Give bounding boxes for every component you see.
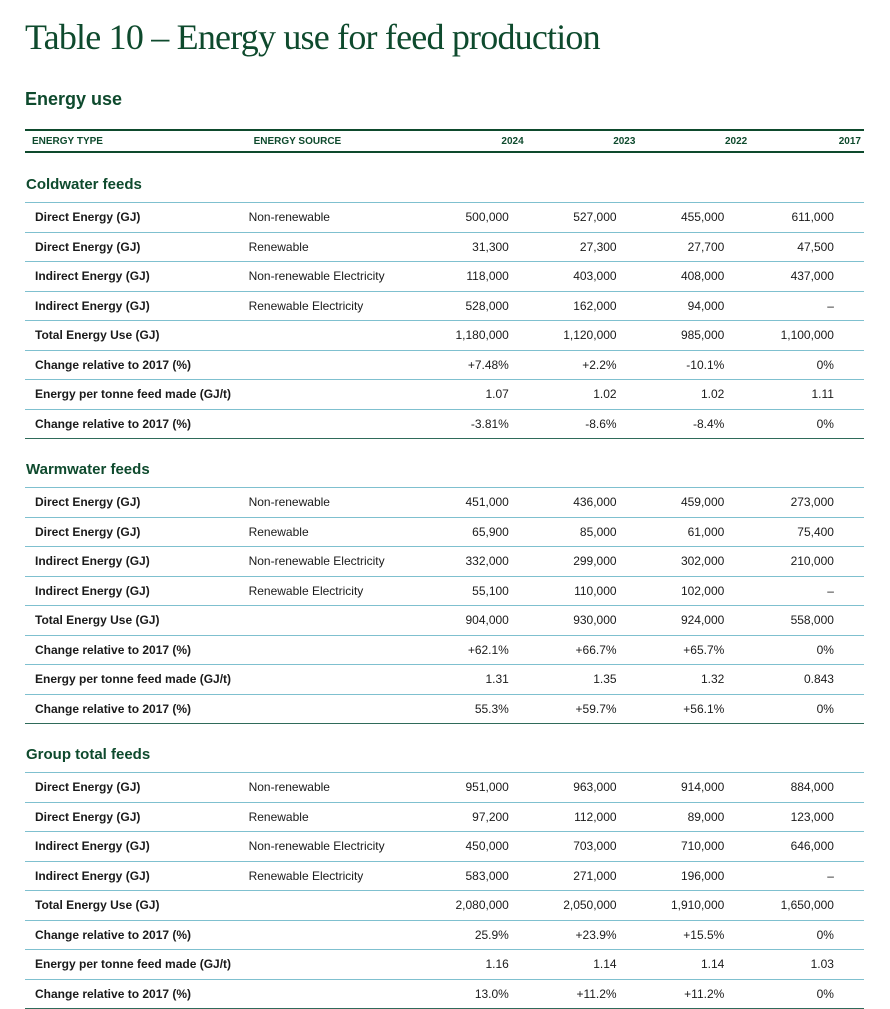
- table-row: [25, 636, 864, 666]
- cell-energy-source: Non-renewable Electricity: [249, 269, 402, 283]
- cell-2024: 65,900: [401, 525, 509, 539]
- cell-energy-type: Change relative to 2017 (%): [25, 987, 249, 1001]
- cell-2023: 271,000: [509, 869, 617, 883]
- header-2022: 2022: [635, 136, 747, 147]
- cell-2023: 436,000: [509, 495, 617, 509]
- cell-energy-source: Non-renewable: [249, 780, 402, 794]
- cell-2017: 1.11: [724, 387, 864, 401]
- cell-2017: 884,000: [724, 780, 864, 794]
- cell-2017: 1,650,000: [724, 898, 864, 912]
- table-row: [25, 577, 864, 607]
- section-title: Warmwater feeds: [25, 461, 864, 488]
- table-section: [25, 176, 864, 439]
- cell-2022: 985,000: [617, 328, 725, 342]
- cell-energy-type: Direct Energy (GJ): [25, 240, 249, 254]
- table-row: [25, 832, 864, 862]
- section-title: Group total feeds: [25, 746, 864, 773]
- cell-2022: 459,000: [617, 495, 725, 509]
- cell-2023: 403,000: [509, 269, 617, 283]
- cell-2024: 1.16: [401, 957, 509, 971]
- cell-2017: 47,500: [724, 240, 864, 254]
- cell-2017: –: [724, 869, 864, 883]
- cell-2022: 455,000: [617, 210, 725, 224]
- cell-2017: 646,000: [724, 839, 864, 853]
- cell-2023: +2.2%: [509, 358, 617, 372]
- cell-2024: 528,000: [401, 299, 509, 313]
- table-row: [25, 233, 864, 263]
- cell-energy-type: Indirect Energy (GJ): [25, 299, 249, 313]
- cell-2024: 1.07: [401, 387, 509, 401]
- table-row: [25, 695, 864, 725]
- cell-energy-type: Direct Energy (GJ): [25, 810, 249, 824]
- cell-2024: -3.81%: [401, 417, 509, 431]
- table-row: [25, 488, 864, 518]
- cell-2022: 302,000: [617, 554, 725, 568]
- cell-2022: -8.4%: [617, 417, 725, 431]
- cell-2022: 1.14: [617, 957, 725, 971]
- cell-2022: 196,000: [617, 869, 725, 883]
- table-subtitle: Energy use: [25, 89, 122, 110]
- cell-energy-type: Indirect Energy (GJ): [25, 869, 249, 883]
- cell-2017: 0.843: [724, 672, 864, 686]
- cell-energy-type: Energy per tonne feed made (GJ/t): [25, 957, 249, 971]
- cell-2017: 0%: [724, 358, 864, 372]
- cell-2023: +23.9%: [509, 928, 617, 942]
- cell-2023: 299,000: [509, 554, 617, 568]
- table-row: [25, 518, 864, 548]
- cell-2023: -8.6%: [509, 417, 617, 431]
- section-title: Coldwater feeds: [25, 176, 864, 203]
- cell-2024: 451,000: [401, 495, 509, 509]
- cell-2022: 89,000: [617, 810, 725, 824]
- table-row: [25, 262, 864, 292]
- header-2017: 2017: [747, 136, 864, 147]
- cell-2017: 0%: [724, 987, 864, 1001]
- cell-2022: 61,000: [617, 525, 725, 539]
- cell-energy-source: Renewable: [249, 240, 402, 254]
- cell-energy-type: Change relative to 2017 (%): [25, 702, 249, 716]
- cell-2024: 55,100: [401, 584, 509, 598]
- cell-2024: 332,000: [401, 554, 509, 568]
- cell-energy-source: Renewable: [249, 525, 402, 539]
- table-row: [25, 950, 864, 980]
- cell-2023: 2,050,000: [509, 898, 617, 912]
- cell-2017: 123,000: [724, 810, 864, 824]
- cell-energy-type: Direct Energy (GJ): [25, 210, 249, 224]
- table-row: [25, 203, 864, 233]
- cell-2022: -10.1%: [617, 358, 725, 372]
- cell-energy-type: Change relative to 2017 (%): [25, 643, 249, 657]
- table-header: [25, 129, 864, 153]
- cell-2017: 75,400: [724, 525, 864, 539]
- table-sections: [25, 176, 864, 1009]
- cell-2022: 94,000: [617, 299, 725, 313]
- cell-2017: 0%: [724, 928, 864, 942]
- table-row: [25, 862, 864, 892]
- cell-energy-type: Total Energy Use (GJ): [25, 898, 249, 912]
- energy-table: [25, 129, 864, 1009]
- cell-energy-type: Indirect Energy (GJ): [25, 584, 249, 598]
- cell-2022: 1.32: [617, 672, 725, 686]
- page-title: Table 10 – Energy use for feed production: [25, 16, 600, 58]
- cell-2024: 1,180,000: [401, 328, 509, 342]
- table-section: [25, 746, 864, 1009]
- cell-2024: 500,000: [401, 210, 509, 224]
- cell-2017: 210,000: [724, 554, 864, 568]
- cell-2022: 1,910,000: [617, 898, 725, 912]
- cell-2024: 31,300: [401, 240, 509, 254]
- table-row: [25, 891, 864, 921]
- cell-2017: 558,000: [724, 613, 864, 627]
- cell-2024: 118,000: [401, 269, 509, 283]
- table-row: [25, 773, 864, 803]
- cell-2023: +66.7%: [509, 643, 617, 657]
- table-row: [25, 547, 864, 577]
- header-2023: 2023: [524, 136, 636, 147]
- cell-2023: 110,000: [509, 584, 617, 598]
- cell-energy-source: Renewable Electricity: [249, 869, 402, 883]
- cell-energy-type: Indirect Energy (GJ): [25, 554, 249, 568]
- cell-2023: 930,000: [509, 613, 617, 627]
- table-row: [25, 803, 864, 833]
- cell-2022: 924,000: [617, 613, 725, 627]
- cell-energy-type: Direct Energy (GJ): [25, 525, 249, 539]
- cell-2024: 1.31: [401, 672, 509, 686]
- cell-2024: +62.1%: [401, 643, 509, 657]
- cell-energy-source: Non-renewable: [249, 495, 402, 509]
- cell-energy-type: Energy per tonne feed made (GJ/t): [25, 672, 249, 686]
- cell-2017: 0%: [724, 702, 864, 716]
- table-row: [25, 606, 864, 636]
- cell-2017: 273,000: [724, 495, 864, 509]
- cell-2017: 1.03: [724, 957, 864, 971]
- cell-2024: +7.48%: [401, 358, 509, 372]
- cell-2023: +11.2%: [509, 987, 617, 1001]
- cell-2022: 710,000: [617, 839, 725, 853]
- cell-energy-type: Change relative to 2017 (%): [25, 417, 249, 431]
- cell-2022: 27,700: [617, 240, 725, 254]
- cell-2023: 85,000: [509, 525, 617, 539]
- cell-2024: 904,000: [401, 613, 509, 627]
- cell-2023: 703,000: [509, 839, 617, 853]
- cell-energy-type: Change relative to 2017 (%): [25, 358, 249, 372]
- header-energy-type: ENERGY TYPE: [25, 136, 254, 147]
- cell-2022: +56.1%: [617, 702, 725, 716]
- cell-energy-type: Direct Energy (GJ): [25, 495, 249, 509]
- table-section: [25, 461, 864, 724]
- table-row: [25, 980, 864, 1009]
- cell-2022: +11.2%: [617, 987, 725, 1001]
- cell-energy-type: Total Energy Use (GJ): [25, 613, 249, 627]
- cell-2023: 162,000: [509, 299, 617, 313]
- header-energy-source: ENERGY SOURCE: [254, 136, 412, 147]
- cell-2024: 55.3%: [401, 702, 509, 716]
- table-row: [25, 921, 864, 951]
- cell-2017: 0%: [724, 417, 864, 431]
- cell-2017: 0%: [724, 643, 864, 657]
- cell-energy-type: Change relative to 2017 (%): [25, 928, 249, 942]
- cell-energy-type: Indirect Energy (GJ): [25, 839, 249, 853]
- cell-energy-source: Renewable: [249, 810, 402, 824]
- cell-2017: 611,000: [724, 210, 864, 224]
- cell-energy-source: Renewable Electricity: [249, 299, 402, 313]
- cell-2022: +15.5%: [617, 928, 725, 942]
- table-row: [25, 351, 864, 381]
- cell-2022: 408,000: [617, 269, 725, 283]
- cell-energy-source: Non-renewable Electricity: [249, 839, 402, 853]
- cell-2023: 1,120,000: [509, 328, 617, 342]
- cell-2024: 25.9%: [401, 928, 509, 942]
- cell-2022: 914,000: [617, 780, 725, 794]
- cell-energy-type: Direct Energy (GJ): [25, 780, 249, 794]
- cell-2017: 437,000: [724, 269, 864, 283]
- header-2024: 2024: [412, 136, 524, 147]
- cell-energy-type: Energy per tonne feed made (GJ/t): [25, 387, 249, 401]
- cell-2024: 583,000: [401, 869, 509, 883]
- cell-2024: 13.0%: [401, 987, 509, 1001]
- cell-2023: 963,000: [509, 780, 617, 794]
- table-row: [25, 292, 864, 322]
- cell-2023: +59.7%: [509, 702, 617, 716]
- cell-energy-type: Total Energy Use (GJ): [25, 328, 249, 342]
- cell-2024: 450,000: [401, 839, 509, 853]
- cell-2023: 1.35: [509, 672, 617, 686]
- cell-2023: 27,300: [509, 240, 617, 254]
- cell-2023: 112,000: [509, 810, 617, 824]
- cell-2017: –: [724, 299, 864, 313]
- table-row: [25, 665, 864, 695]
- cell-2022: 1.02: [617, 387, 725, 401]
- table-row: [25, 380, 864, 410]
- cell-energy-source: Non-renewable Electricity: [249, 554, 402, 568]
- cell-energy-source: Non-renewable: [249, 210, 402, 224]
- cell-2017: 1,100,000: [724, 328, 864, 342]
- cell-2022: +65.7%: [617, 643, 725, 657]
- cell-2023: 527,000: [509, 210, 617, 224]
- cell-2024: 951,000: [401, 780, 509, 794]
- cell-2024: 97,200: [401, 810, 509, 824]
- table-row: [25, 410, 864, 440]
- cell-energy-type: Indirect Energy (GJ): [25, 269, 249, 283]
- table-row: [25, 321, 864, 351]
- cell-2017: –: [724, 584, 864, 598]
- cell-2024: 2,080,000: [401, 898, 509, 912]
- cell-2022: 102,000: [617, 584, 725, 598]
- cell-2023: 1.02: [509, 387, 617, 401]
- cell-energy-source: Renewable Electricity: [249, 584, 402, 598]
- cell-2023: 1.14: [509, 957, 617, 971]
